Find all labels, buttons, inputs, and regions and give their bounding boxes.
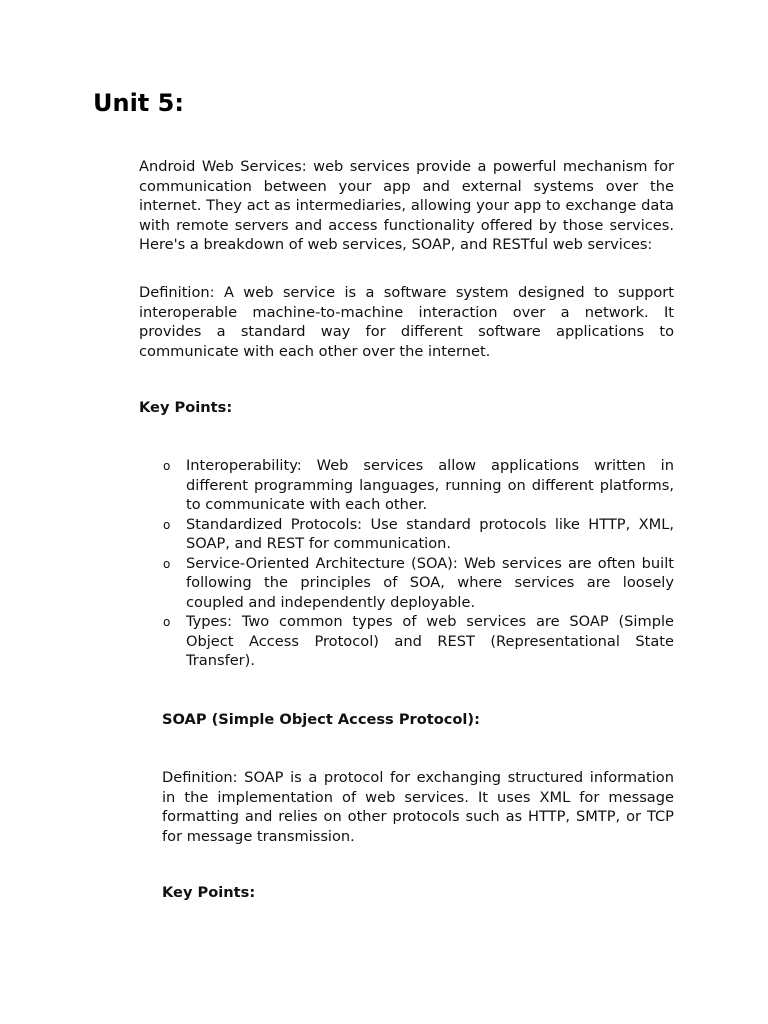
- web-service-definition: Definition: A web service is a software system designed to support interoperable machine-to-machine interaction over a network. It provides a standard way for different software applications to communicate with each other over the internet.: [139, 284, 674, 360]
- bullet-circle-icon: o: [163, 615, 171, 629]
- bullet-circle-icon: o: [163, 459, 171, 473]
- bullet-circle-icon: o: [163, 517, 171, 532]
- soap-definition: Definition: SOAP is a protocol for exchanging structured information in the implementation of web services. It uses XML for message formatting and relies on other protocols such as HTTP, SMTP, or TCP for message transmission.: [162, 769, 674, 845]
- list-item: [162, 515, 674, 554]
- bullet-circle-icon: o: [163, 556, 171, 571]
- list-item: [162, 612, 674, 671]
- list-item-text: Interoperability: Web services allow applications written in different programming languages, running on different platforms, to communicate with each other.: [186, 457, 674, 513]
- soap-heading: SOAP (Simple Object Access Protocol):: [162, 711, 480, 728]
- key-points-list: [162, 456, 674, 671]
- list-item-text: Service-Oriented Architecture (SOA): Web services are often built following the principles of SOA, where services are loosely coupled and independently deployable.: [186, 554, 674, 611]
- soap-key-points-heading: Key Points:: [162, 884, 256, 901]
- key-points-heading: Key Points:: [139, 399, 233, 416]
- list-item-text: Types: Two common types of web services are SOAP (Simple Object Access Protocol) and REST (Representational State Transfer).: [186, 613, 674, 669]
- list-item: [162, 456, 674, 515]
- unit-title: Unit 5:: [93, 89, 184, 117]
- intro-paragraph: Android Web Services: web services provide a powerful mechanism for communication between your app and external systems over the internet. They act as intermediaries, allowing your app to exchange data with remote servers and access functionality offered by those services. Here's a breakdown of web services, SOAP, and RESTful web services:: [139, 158, 674, 253]
- list-item-text: Standardized Protocols: Use standard protocols like HTTP, XML, SOAP, and REST for communication.: [186, 515, 674, 552]
- list-item: [162, 554, 674, 613]
